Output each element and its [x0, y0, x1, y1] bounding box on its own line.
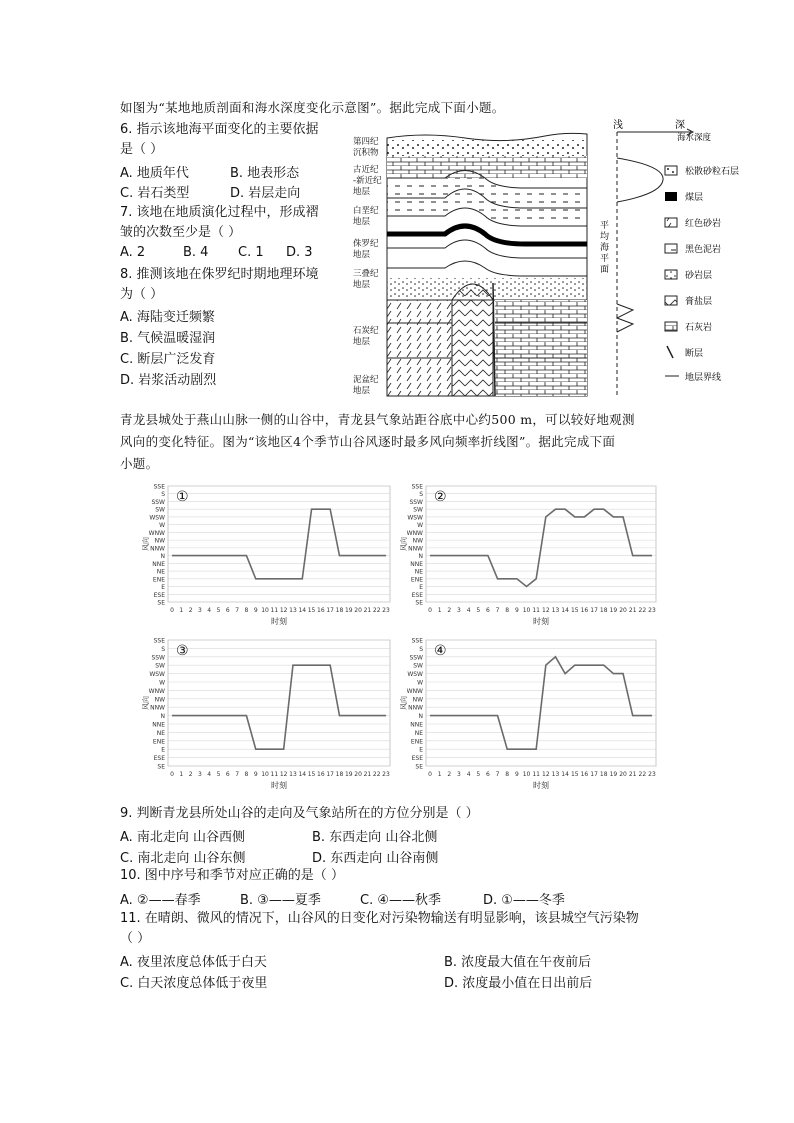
- y-tick-label: SSE: [411, 637, 423, 645]
- x-tick-label: 20: [619, 607, 627, 614]
- q9-option-a[interactable]: A. 南北走向 山谷西侧: [120, 830, 246, 845]
- x-tick-label: 2: [188, 771, 193, 778]
- x-tick-label: 13: [289, 771, 297, 778]
- x-tick-label: 2: [447, 607, 452, 614]
- question-11-stem-line2: （ ）: [120, 931, 151, 946]
- q7-option-c[interactable]: C. 1: [238, 245, 264, 260]
- legend-label: 砂岩层: [685, 271, 713, 281]
- x-tick-label: 23: [648, 607, 656, 614]
- y-tick-label: WNW: [406, 529, 423, 537]
- strata-label: 石炭纪: [353, 326, 379, 336]
- x-tick-label: 18: [599, 771, 608, 778]
- q6-option-a[interactable]: A. 地质年代: [120, 166, 189, 181]
- y-tick-label: S: [161, 645, 165, 653]
- depth-shallow-label: 浅: [613, 120, 623, 131]
- y-tick-label: NNW: [150, 545, 165, 553]
- x-tick-label: 3: [197, 607, 202, 614]
- y-tick-label: SW: [413, 506, 423, 514]
- strata-label: 地层: [353, 250, 371, 260]
- y-tick-label: WSW: [149, 671, 165, 679]
- y-tick-label: SSE: [153, 483, 165, 491]
- x-tick-label: 8: [505, 607, 510, 614]
- y-tick-label: N: [160, 553, 165, 561]
- x-tick-label: 7: [495, 607, 500, 614]
- x-tick-label: 23: [382, 607, 390, 614]
- legend-label: 红色砂岩: [685, 219, 722, 229]
- q8-stem-line2: 为（ ）: [120, 287, 164, 302]
- x-tick-label: 19: [609, 771, 618, 778]
- x-tick-label: 1: [437, 771, 442, 778]
- x-tick-label: 20: [354, 607, 362, 614]
- y-tick-label: ESE: [411, 591, 423, 599]
- y-tick-label: N: [418, 713, 423, 721]
- q8-option-b[interactable]: B. 气候温暖湿润: [120, 331, 216, 346]
- x-tick-label: 15: [307, 771, 316, 778]
- y-tick-label: WSW: [149, 514, 165, 522]
- x-tick-label: 17: [590, 771, 598, 778]
- y-tick-label: N: [160, 713, 165, 721]
- x-tick-label: 21: [628, 771, 637, 778]
- y-tick-label: NW: [412, 696, 423, 704]
- strata-label: 地层: [353, 217, 371, 227]
- y-tick-label: SSE: [153, 637, 165, 645]
- x-tick-label: 11: [270, 607, 279, 614]
- msl-char: 平: [600, 221, 610, 231]
- y-tick-label: S: [161, 491, 165, 499]
- panel-number: ①: [176, 489, 189, 505]
- geology-legend: [665, 165, 739, 383]
- x-tick-label: 17: [326, 771, 334, 778]
- depth-deep-label: 深: [675, 120, 685, 131]
- y-tick-label: NW: [412, 537, 423, 545]
- q7-option-d[interactable]: D. 3: [286, 245, 313, 260]
- x-axis-label: 时刻: [271, 781, 287, 790]
- x-tick-label: 6: [225, 607, 230, 614]
- y-tick-label: ESE: [153, 591, 165, 599]
- msl-char: 面: [600, 265, 610, 275]
- x-tick-label: 11: [532, 771, 540, 778]
- question-11-stem-line1: 11. 在晴朗、微风的情况下，山谷风的日变化对污染物输送有明显影响，该县城空气污染物: [120, 911, 639, 926]
- x-tick-label: 4: [207, 771, 212, 778]
- y-tick-label: S: [419, 645, 423, 653]
- y-tick-label: NNW: [408, 704, 423, 712]
- x-tick-label: 4: [466, 771, 471, 778]
- intro-valley-wind-line3: 小题。: [120, 456, 159, 471]
- x-tick-label: 17: [590, 607, 598, 614]
- y-tick-label: W: [159, 679, 165, 687]
- x-tick-label: 22: [372, 771, 381, 778]
- x-tick-label: 21: [628, 607, 637, 614]
- x-tick-label: 14: [561, 607, 569, 614]
- x-tick-label: 18: [335, 771, 344, 778]
- q11-option-a[interactable]: A. 夜里浓度总体低于白天: [120, 955, 267, 970]
- question-9-stem: 9. 判断青龙县所处山谷的走向及气象站所在的方位分别是（ ）: [120, 806, 479, 821]
- y-tick-label: ENE: [410, 738, 423, 746]
- x-tick-label: 4: [466, 607, 471, 614]
- x-tick-label: 0: [170, 771, 174, 778]
- q6-option-c[interactable]: C. 岩石类型: [120, 186, 190, 201]
- x-tick-label: 8: [505, 771, 510, 778]
- msl-char: 平: [600, 254, 610, 264]
- y-tick-label: NE: [414, 568, 423, 576]
- y-tick-label: SSW: [151, 498, 165, 506]
- x-tick-label: 19: [344, 771, 353, 778]
- x-tick-label: 10: [261, 607, 269, 614]
- x-tick-label: 9: [514, 607, 519, 614]
- legend-label: 黑色泥岩: [685, 245, 722, 255]
- question-7: [120, 203, 380, 243]
- plot-area: [168, 640, 390, 766]
- geology-section-figure: [345, 118, 765, 400]
- x-tick-label: 18: [599, 607, 608, 614]
- q10-option-b[interactable]: B. ③——夏季: [240, 893, 321, 908]
- y-tick-label: WNW: [148, 529, 165, 537]
- depth-axis-label: 海水深度: [677, 133, 712, 143]
- y-tick-label: ESE: [411, 755, 423, 763]
- x-tick-label: 4: [207, 607, 212, 614]
- x-tick-label: 9: [253, 771, 258, 778]
- x-tick-label: 13: [551, 771, 560, 778]
- x-tick-label: 16: [317, 771, 325, 778]
- plot-area: [168, 486, 390, 602]
- x-axis-label: 时刻: [533, 617, 549, 626]
- y-tick-label: NE: [156, 568, 165, 576]
- x-tick-label: 6: [225, 771, 230, 778]
- strata-label: 古近纪: [353, 165, 379, 175]
- x-axis-label: 时刻: [533, 781, 549, 790]
- strata-label: -新近纪: [353, 176, 382, 186]
- panel-number: ④: [434, 643, 447, 659]
- x-tick-label: 11: [270, 771, 279, 778]
- wind-chart-4: [396, 632, 664, 794]
- x-tick-label: 3: [457, 771, 461, 778]
- x-tick-label: 1: [179, 607, 184, 614]
- x-tick-label: 19: [344, 607, 353, 614]
- x-tick-label: 23: [648, 771, 656, 778]
- x-tick-label: 6: [485, 771, 490, 778]
- x-tick-label: 0: [428, 771, 432, 778]
- x-tick-label: 13: [289, 607, 297, 614]
- q11-option-d[interactable]: D. 浓度最小值在日出前后: [444, 976, 593, 991]
- q11-option-b[interactable]: B. 浓度最大值在午夜前后: [444, 955, 592, 970]
- strata-label: 地层: [353, 187, 371, 197]
- x-tick-label: 2: [447, 771, 452, 778]
- legend-label: 地层界线: [685, 373, 722, 383]
- x-tick-label: 1: [179, 771, 184, 778]
- y-tick-label: SSW: [151, 654, 165, 662]
- y-tick-label: W: [159, 522, 165, 530]
- intro-valley-wind-line2: 风向的变化特征。图为“该地区4个季节山谷风逐时最多风向频率折线图”。据此完成下面: [120, 434, 616, 449]
- y-tick-label: ENE: [152, 738, 165, 746]
- x-tick-label: 12: [542, 771, 550, 778]
- q7-option-a[interactable]: A. 2: [120, 245, 146, 260]
- x-tick-label: 1: [437, 607, 442, 614]
- y-tick-label: WSW: [407, 671, 423, 679]
- y-tick-label: SSE: [411, 483, 423, 491]
- x-tick-label: 17: [326, 607, 334, 614]
- intro-valley-wind-line1: 青龙县城处于燕山山脉一侧的山谷中，青龙县气象站距谷底中心约500 m，可以较好地观测: [120, 412, 635, 427]
- y-tick-label: ENE: [410, 576, 423, 584]
- y-axis-label: 风向: [400, 537, 408, 551]
- y-tick-label: WNW: [148, 687, 165, 695]
- y-tick-label: ENE: [152, 576, 165, 584]
- x-tick-label: 14: [298, 607, 307, 614]
- y-tick-label: WNW: [406, 687, 423, 695]
- x-tick-label: 16: [580, 771, 589, 778]
- strata-label: 地层: [353, 337, 371, 347]
- strata-label: 侏罗纪: [353, 239, 379, 249]
- y-tick-label: WSW: [407, 514, 423, 522]
- x-tick-label: 10: [261, 771, 269, 778]
- x-tick-label: 15: [570, 771, 579, 778]
- x-tick-label: 5: [476, 771, 481, 778]
- strata-label: 泥盆纪: [353, 375, 379, 385]
- legend-label: 石灰岩: [685, 323, 713, 333]
- x-tick-label: 20: [354, 771, 362, 778]
- x-tick-label: 6: [485, 607, 490, 614]
- q8-stem-line1: 8. 推测该地在侏罗纪时期地理环境: [120, 267, 319, 282]
- x-tick-label: 16: [317, 607, 325, 614]
- x-tick-label: 15: [307, 607, 316, 614]
- y-tick-label: SW: [413, 662, 423, 670]
- y-tick-label: E: [419, 584, 423, 592]
- y-tick-label: NE: [156, 729, 165, 737]
- y-tick-label: NE: [414, 729, 423, 737]
- strata-block: [387, 133, 587, 396]
- x-tick-label: 14: [298, 771, 307, 778]
- legend-label: 煤层: [685, 193, 704, 203]
- y-tick-label: SE: [157, 763, 165, 771]
- q9-option-b[interactable]: B. 东西走向 山谷北侧: [312, 830, 438, 845]
- strata-label: 地层: [353, 280, 371, 290]
- y-tick-label: SE: [157, 599, 165, 607]
- x-tick-label: 12: [279, 771, 288, 778]
- intro-geology: 如图为“某地地质剖面和海水深度变化示意图”。据此完成下面小题。: [120, 100, 505, 115]
- x-tick-label: 22: [638, 607, 647, 614]
- legend-label: 膏盐层: [685, 297, 713, 307]
- q6-stem-line1: 6. 指示该地海平面变化的主要依据: [120, 122, 319, 137]
- q10-option-d[interactable]: D. ①——冬季: [483, 893, 565, 908]
- q8-option-c[interactable]: C. 断层广泛发育: [120, 352, 216, 367]
- y-axis-label: 风向: [400, 696, 408, 710]
- x-tick-label: 20: [619, 771, 627, 778]
- legend-label: 断层: [685, 349, 704, 359]
- y-tick-label: SE: [415, 599, 423, 607]
- q10-option-c[interactable]: C. ④——秋季: [360, 893, 441, 908]
- x-tick-label: 7: [495, 771, 500, 778]
- q7-option-b[interactable]: B. 4: [183, 245, 209, 260]
- y-tick-label: E: [419, 746, 423, 754]
- y-axis-label: 风向: [142, 696, 150, 710]
- wind-chart-1: [138, 478, 398, 630]
- x-tick-label: 10: [522, 771, 531, 778]
- x-tick-label: 12: [542, 607, 550, 614]
- y-tick-label: NNE: [410, 560, 423, 568]
- x-tick-label: 5: [476, 607, 481, 614]
- q6-option-d[interactable]: D. 岩层走向: [230, 186, 301, 201]
- x-tick-label: 5: [216, 771, 221, 778]
- x-tick-label: 7: [235, 771, 240, 778]
- q6-stem-line2: 是（ ）: [120, 142, 164, 157]
- strata-label: 沉积物: [353, 148, 379, 158]
- q6-option-b[interactable]: B. 地表形态: [230, 166, 300, 181]
- y-tick-label: SW: [155, 506, 165, 514]
- y-tick-label: ESE: [153, 755, 165, 763]
- q8-option-d[interactable]: D. 岩浆活动剧烈: [120, 373, 217, 388]
- x-tick-label: 22: [638, 771, 647, 778]
- y-tick-label: NNW: [150, 704, 165, 712]
- msl-char: 均: [600, 232, 610, 242]
- x-tick-label: 11: [532, 607, 540, 614]
- y-tick-label: SE: [415, 763, 423, 771]
- q11-option-c[interactable]: C. 白天浓度总体低于夜里: [120, 976, 268, 991]
- q7-stem-line2: 皱的次数至少是（ ）: [120, 225, 242, 240]
- x-tick-label: 13: [551, 607, 560, 614]
- x-tick-label: 18: [335, 607, 344, 614]
- y-tick-label: NNE: [152, 560, 165, 568]
- x-tick-label: 5: [216, 607, 221, 614]
- y-tick-label: N: [418, 553, 423, 561]
- x-tick-label: 12: [279, 607, 288, 614]
- x-tick-label: 7: [235, 607, 240, 614]
- x-tick-label: 9: [253, 607, 258, 614]
- x-tick-label: 23: [382, 771, 390, 778]
- x-tick-label: 14: [561, 771, 569, 778]
- y-tick-label: W: [417, 522, 423, 530]
- x-tick-label: 22: [372, 607, 381, 614]
- strata-label: 白垩纪: [353, 206, 379, 216]
- x-tick-label: 16: [580, 607, 589, 614]
- x-tick-label: 3: [457, 607, 461, 614]
- x-tick-label: 19: [609, 607, 618, 614]
- q10-option-a[interactable]: A. ②——春季: [120, 893, 201, 908]
- y-tick-label: S: [419, 491, 423, 499]
- panel-number: ③: [176, 643, 189, 659]
- y-tick-label: SW: [155, 662, 165, 670]
- y-tick-label: E: [161, 584, 165, 592]
- x-tick-label: 3: [197, 771, 202, 778]
- legend-label: 松散砂粒石层: [685, 167, 740, 177]
- y-tick-label: NNE: [410, 721, 423, 729]
- y-tick-label: W: [417, 679, 423, 687]
- y-tick-label: NNW: [408, 545, 423, 553]
- strata-label: 第四纪: [353, 137, 379, 147]
- x-tick-label: 2: [188, 607, 193, 614]
- question-8: [120, 265, 380, 305]
- x-tick-label: 0: [170, 607, 174, 614]
- x-tick-label: 8: [244, 771, 249, 778]
- x-tick-label: 8: [244, 607, 249, 614]
- x-tick-label: 10: [522, 607, 531, 614]
- y-tick-label: NW: [154, 696, 165, 704]
- q9-option-d[interactable]: D. 东西走向 山谷南侧: [312, 851, 439, 866]
- x-tick-label: 0: [428, 607, 432, 614]
- x-axis-label: 时刻: [271, 617, 287, 626]
- x-tick-label: 9: [514, 771, 519, 778]
- x-tick-label: 15: [570, 607, 579, 614]
- strata-label: 地层: [353, 386, 371, 396]
- q9-option-c[interactable]: C. 南北走向 山谷东侧: [120, 851, 246, 866]
- x-tick-label: 21: [363, 607, 372, 614]
- panel-number: ②: [434, 489, 447, 505]
- question-10-stem: 10. 图中序号和季节对应正确的是（ ）: [120, 868, 344, 883]
- wind-chart-2: [396, 478, 664, 630]
- x-tick-label: 21: [363, 771, 372, 778]
- y-axis-label: 风向: [142, 537, 150, 551]
- y-tick-label: E: [161, 746, 165, 754]
- q7-stem-line1: 7. 该地在地质演化过程中，形成褶: [120, 205, 319, 220]
- y-tick-label: NNE: [152, 721, 165, 729]
- q8-option-a[interactable]: A. 海陆变迁频繁: [120, 310, 215, 325]
- msl-char: 海: [600, 243, 610, 253]
- wind-chart-3: [138, 632, 398, 794]
- y-tick-label: SSW: [409, 654, 423, 662]
- y-tick-label: NW: [154, 537, 165, 545]
- question-6: [120, 120, 380, 160]
- y-tick-label: SSW: [409, 498, 423, 506]
- strata-label: 三叠纪: [353, 269, 379, 279]
